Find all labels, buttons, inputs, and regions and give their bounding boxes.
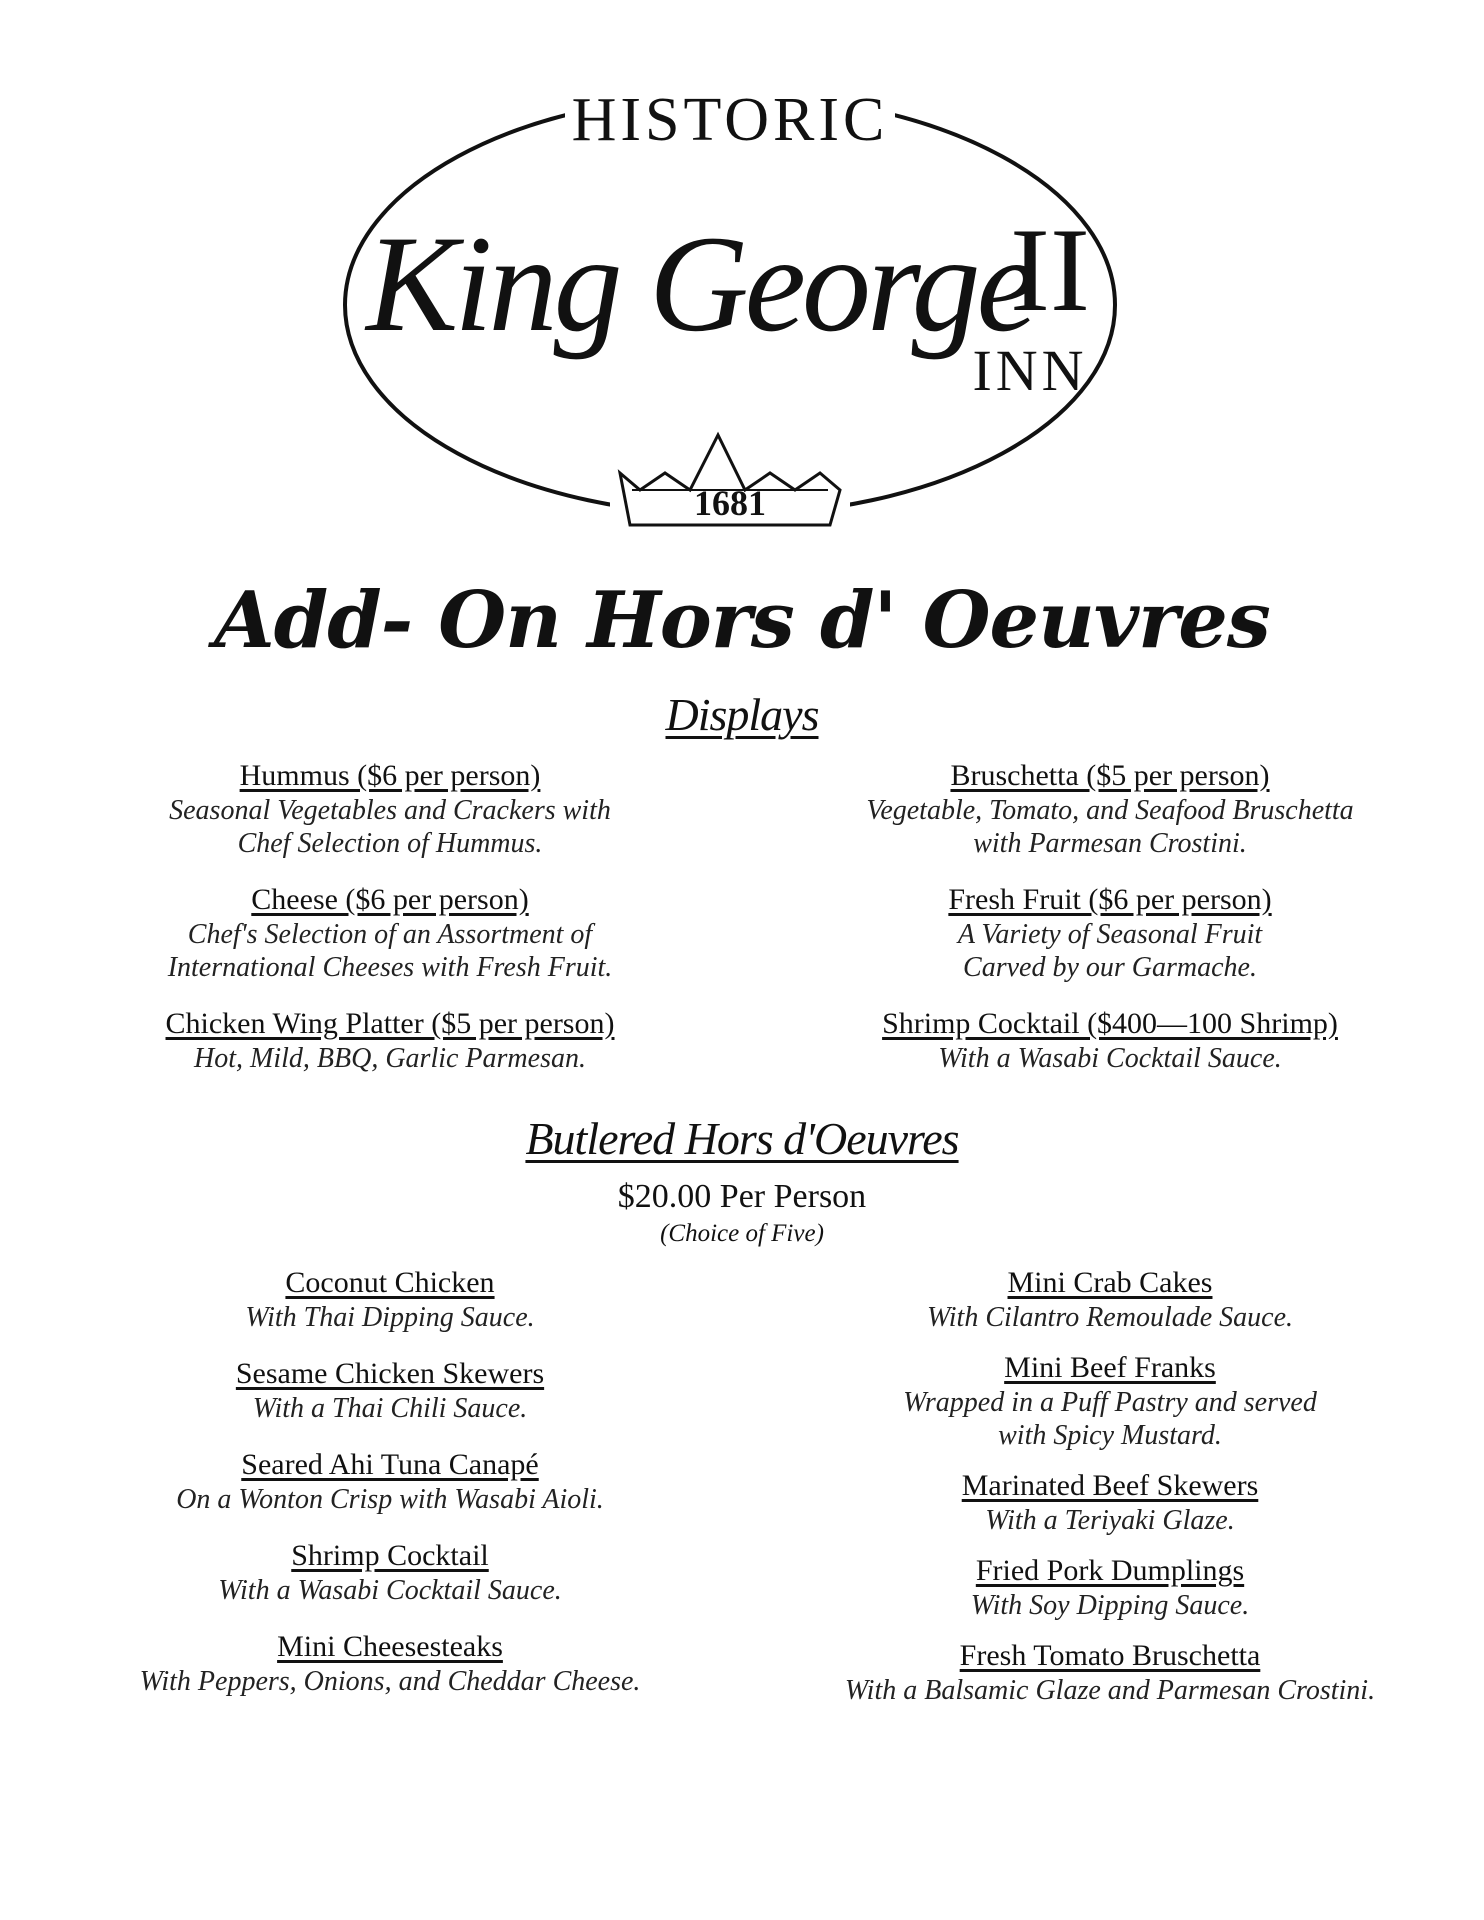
- menu-item-name: Shrimp Cocktail: [291, 1539, 489, 1572]
- menu-item: [110, 758, 670, 860]
- menu-item-description: Seasonal Vegetables and Crackers with: [169, 795, 611, 826]
- menu-item-description: Chef's Selection of an Assortment of: [187, 919, 593, 950]
- menu-item-name: Coconut Chicken: [285, 1266, 495, 1299]
- menu-item-description: International Cheeses with Fresh Fruit.: [167, 952, 613, 983]
- menu-item-name: Sesame Chicken Skewers: [235, 1357, 545, 1390]
- menu-item-description: With Soy Dipping Sauce.: [970, 1590, 1250, 1621]
- menu-item-description: On a Wonton Crisp with Wasabi Aioli.: [176, 1484, 604, 1515]
- butlered-heading: Butlered Hors d'Oeuvres: [525, 1113, 959, 1164]
- menu-item-description: With a Balsamic Glaze and Parmesan Crostini.: [844, 1675, 1376, 1706]
- menu-item-name: Fresh Fruit ($6 per person): [948, 883, 1272, 916]
- logo-year: 1681: [694, 483, 766, 523]
- menu-item-description: With Cilantro Remoulade Sauce.: [926, 1302, 1294, 1333]
- menu-item: [800, 1006, 1420, 1075]
- menu-item: [110, 882, 670, 984]
- displays-left-column: [110, 758, 670, 1097]
- displays-heading: Displays: [665, 689, 819, 740]
- menu-item-description: With a Wasabi Cocktail Sauce.: [938, 1043, 1282, 1074]
- menu-item-name: Mini Cheesesteaks: [277, 1630, 503, 1663]
- logo-script-name: King George: [366, 207, 1034, 360]
- menu-item-name: Fresh Tomato Bruschetta: [959, 1639, 1261, 1672]
- menu-item-description: Chef Selection of Hummus.: [237, 828, 543, 859]
- menu-item: [110, 1356, 670, 1425]
- menu-item-description: with Spicy Mustard.: [998, 1420, 1222, 1451]
- menu-item: [800, 1553, 1420, 1622]
- menu-item-description: With a Thai Chili Sauce.: [252, 1393, 528, 1424]
- menu-item: [800, 758, 1420, 860]
- menu-item-name: Hummus ($6 per person): [239, 759, 541, 792]
- menu-item: [800, 1265, 1420, 1334]
- menu-item-name: Mini Beef Franks: [1004, 1351, 1216, 1384]
- menu-item-description: Carved by our Garmache.: [963, 952, 1257, 983]
- menu-item-name: Marinated Beef Skewers: [961, 1469, 1259, 1502]
- butlered-left-column: [110, 1265, 670, 1720]
- menu-item-name: Mini Crab Cakes: [1007, 1266, 1213, 1299]
- menu-item-name: Shrimp Cocktail ($400—100 Shrimp): [882, 1007, 1338, 1040]
- menu-item: [800, 882, 1420, 984]
- menu-item-description: Wrapped in a Puff Pastry and served: [903, 1387, 1317, 1418]
- menu-item-description: Vegetable, Tomato, and Seafood Bruschetta: [866, 795, 1354, 826]
- menu-item-name: Fried Pork Dumplings: [975, 1554, 1245, 1587]
- page-title: Add- On Hors d' Oeuvres: [214, 575, 1270, 666]
- menu-item-name: Bruschetta ($5 per person): [950, 759, 1270, 792]
- menu-item: [800, 1638, 1420, 1707]
- menu-item-description: with Parmesan Crostini.: [973, 828, 1247, 859]
- menu-item-description: Hot, Mild, BBQ, Garlic Parmesan.: [194, 1043, 586, 1074]
- menu-item: [110, 1006, 670, 1075]
- logo-historic-text: HISTORIC: [571, 86, 889, 154]
- menu-item-description: With a Wasabi Cocktail Sauce.: [218, 1575, 562, 1606]
- logo-inn-text: INN: [972, 338, 1088, 403]
- menu-item-description: A Variety of Seasonal Fruit: [957, 919, 1263, 950]
- displays-right-column: [800, 758, 1420, 1097]
- menu-item: [110, 1538, 670, 1607]
- menu-item-name: Seared Ahi Tuna Canapé: [241, 1448, 539, 1481]
- menu-item: [110, 1629, 670, 1698]
- menu-item: [800, 1468, 1420, 1537]
- menu-item: [110, 1265, 670, 1334]
- menu-item-description: With a Teriyaki Glaze.: [985, 1505, 1235, 1536]
- menu-item-name: Cheese ($6 per person): [251, 883, 529, 916]
- inn-logo: [340, 85, 1120, 565]
- menu-item-description: With Thai Dipping Sauce.: [245, 1302, 535, 1333]
- menu-item: [800, 1350, 1420, 1452]
- menu-item: [110, 1447, 670, 1516]
- butlered-right-column: [800, 1265, 1420, 1723]
- logo-numeral: II: [1010, 203, 1090, 336]
- butlered-price: $20.00 Per Person: [617, 1178, 867, 1215]
- menu-item-name: Chicken Wing Platter ($5 per person): [165, 1007, 615, 1040]
- menu-item-description: With Peppers, Onions, and Cheddar Cheese.: [139, 1666, 641, 1697]
- butlered-choice-note: (Choice of Five): [660, 1220, 824, 1247]
